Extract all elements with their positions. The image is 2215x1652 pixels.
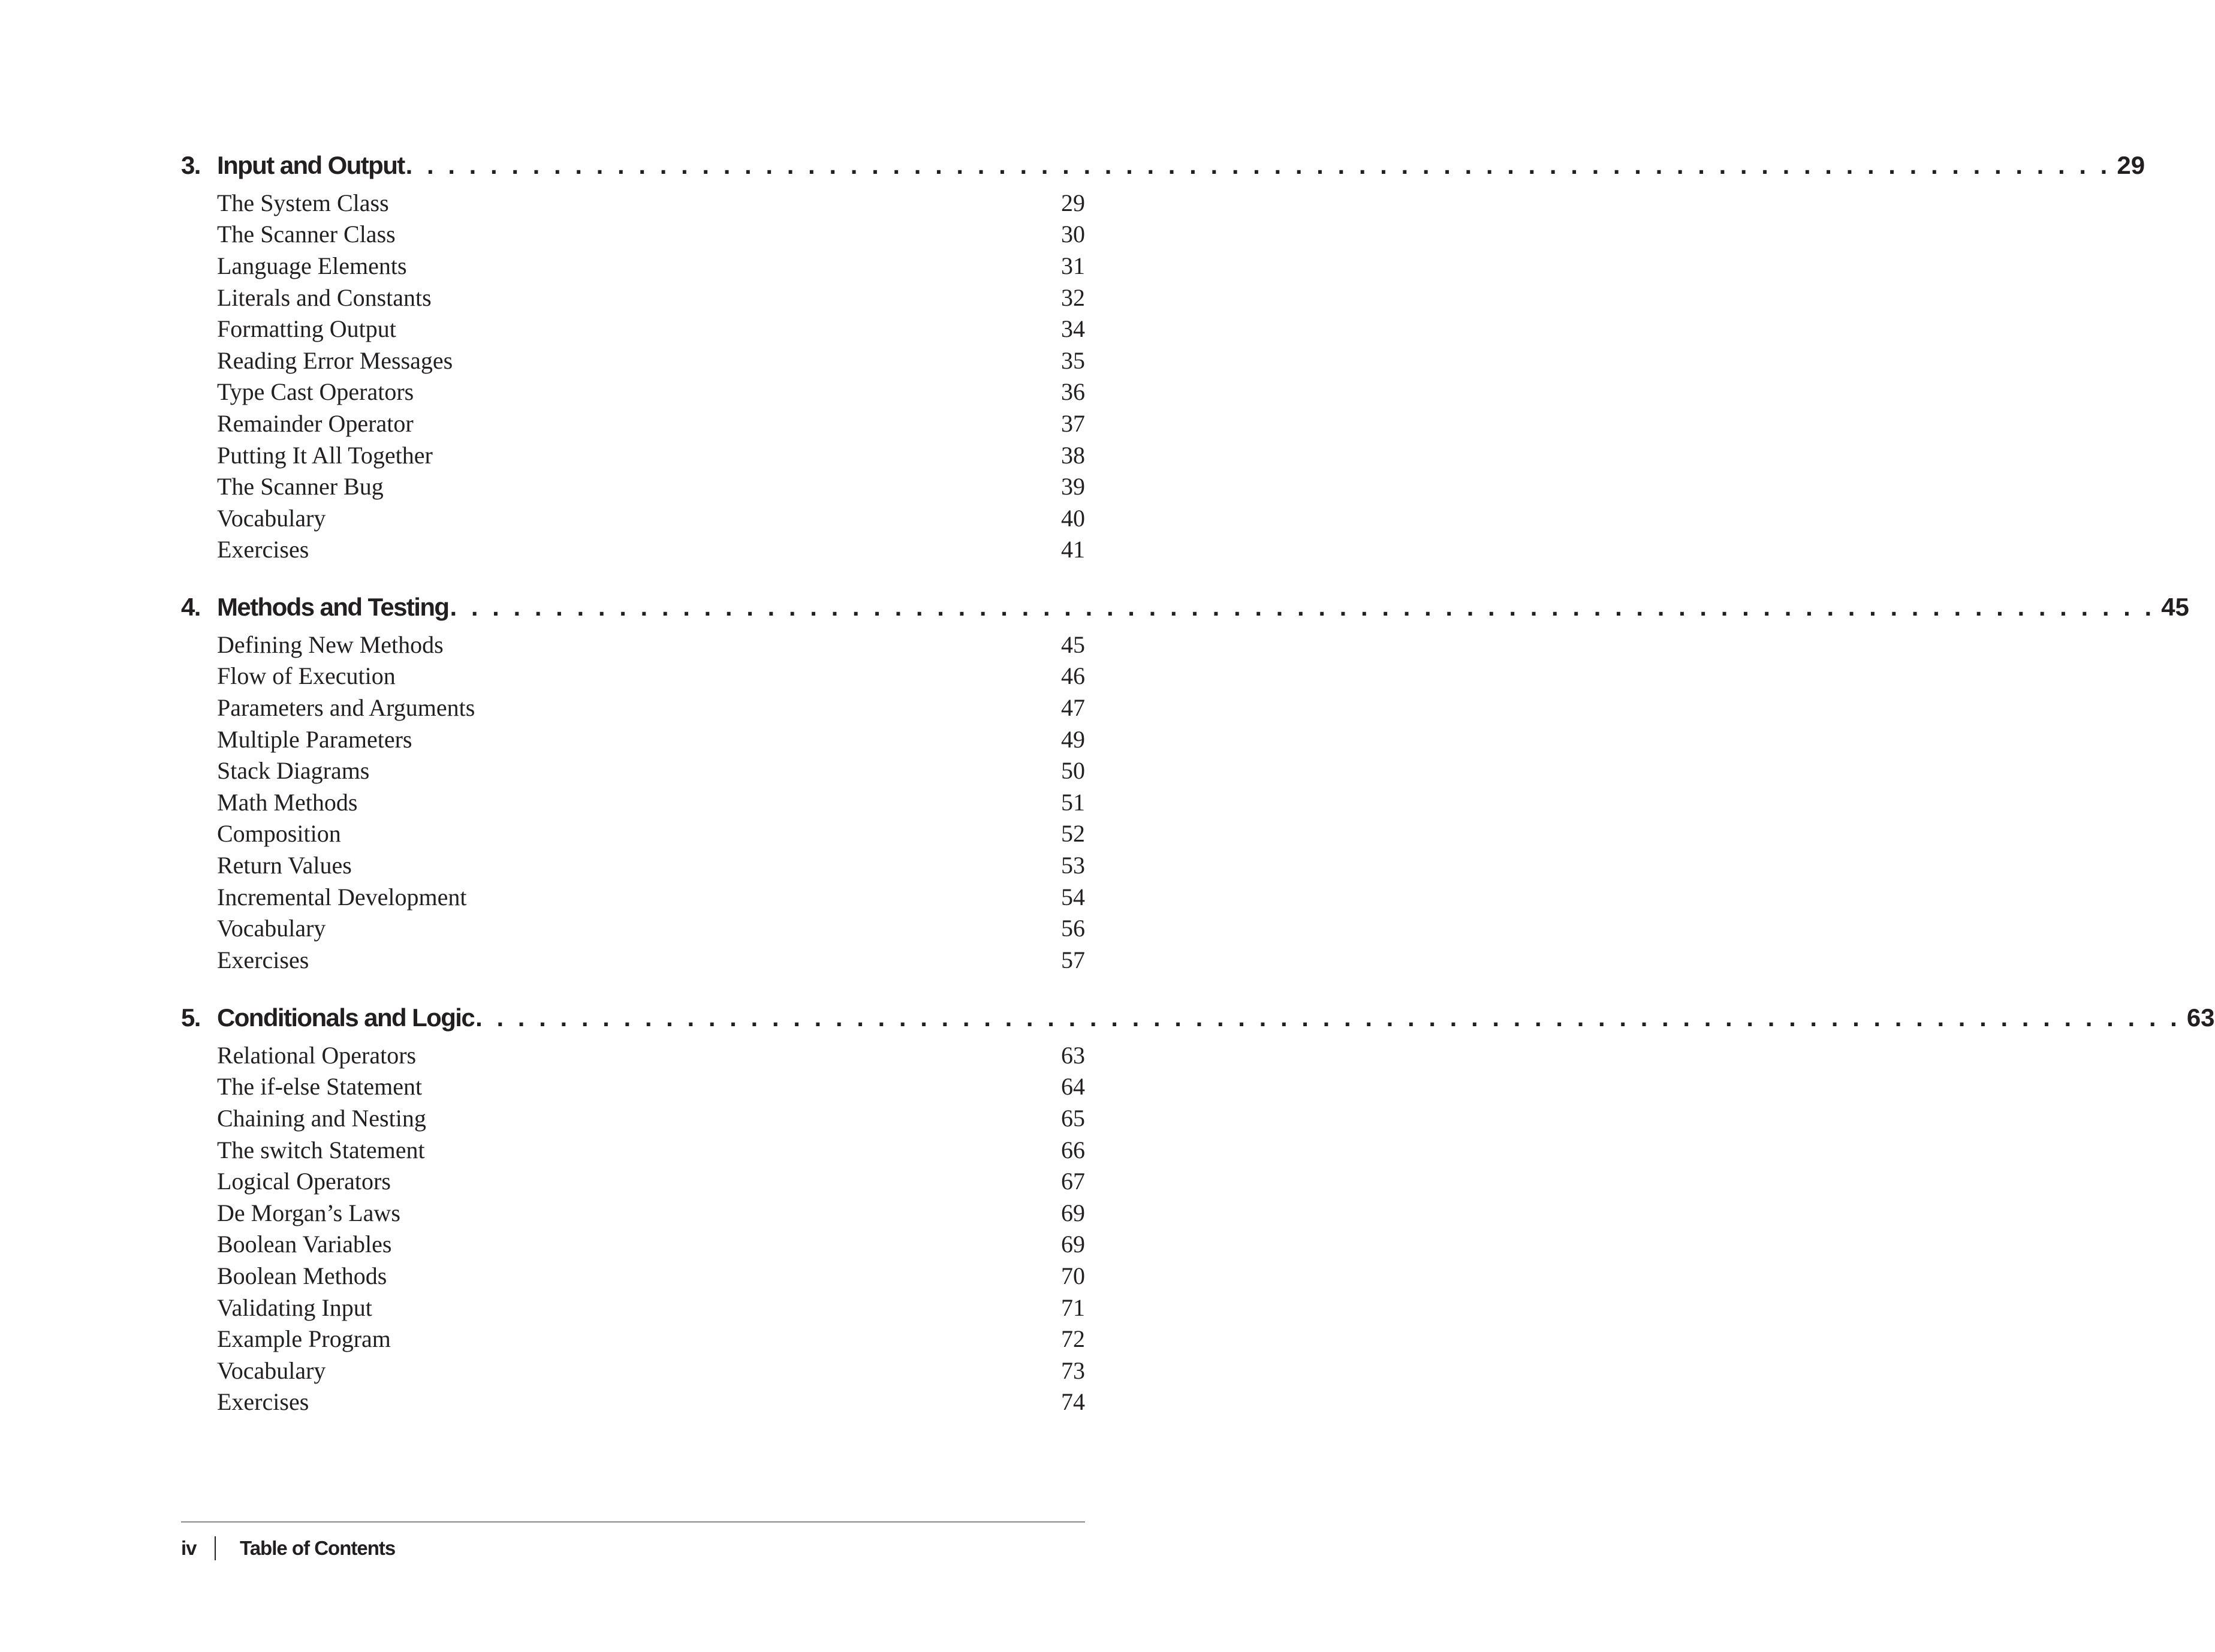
toc-entry[interactable]	[181, 282, 1085, 313]
entry-title: The System Class	[217, 189, 389, 216]
chapter-heading[interactable]	[181, 593, 2189, 629]
entry-title: Chaining and Nesting	[217, 1104, 426, 1132]
toc-entry[interactable]	[181, 187, 1085, 219]
entry-page-number: 50	[1061, 757, 1085, 785]
entry-title: The Scanner Class	[217, 221, 396, 248]
entry-page-number: 56	[1061, 915, 1085, 942]
entry-title: Defining New Methods	[217, 631, 444, 658]
toc-entry[interactable]	[181, 313, 1085, 345]
entry-title: Vocabulary	[217, 915, 326, 942]
entry-page-number: 74	[1061, 1388, 1085, 1416]
entry-page-number: 57	[1061, 946, 1085, 973]
entry-page-number: 34	[1061, 315, 1085, 343]
entry-page-number: 52	[1061, 820, 1085, 848]
footer-section-title: Table of Contents	[240, 1537, 396, 1559]
entry-page-number: 46	[1061, 662, 1085, 690]
entry-page-number: 66	[1061, 1136, 1085, 1163]
entry-page-number: 53	[1061, 851, 1085, 879]
toc-entry[interactable]	[181, 1165, 1085, 1197]
toc-entry[interactable]	[181, 1071, 1085, 1103]
toc-entry[interactable]	[181, 1134, 1085, 1166]
section-list	[181, 187, 1085, 565]
entry-title: Reading Error Messages	[217, 346, 453, 374]
toc-entry[interactable]	[181, 1323, 1085, 1355]
entry-title: Putting It All Together	[217, 441, 433, 469]
toc-entry[interactable]	[181, 376, 1085, 408]
entry-title: Multiple Parameters	[217, 725, 412, 753]
entry-title: Vocabulary	[217, 1356, 326, 1384]
toc-entry[interactable]	[181, 723, 1085, 755]
toc-entry[interactable]	[181, 534, 1085, 566]
entry-title: Formatting Output	[217, 315, 396, 343]
entry-title: Composition	[217, 820, 341, 848]
entry-page-number: 63	[1061, 1041, 1085, 1069]
entry-page-number: 67	[1061, 1168, 1085, 1195]
chapter-heading[interactable]	[181, 1003, 2215, 1039]
entry-title: Language Elements	[217, 252, 407, 279]
toc-entry[interactable]	[181, 439, 1085, 471]
page-footer	[181, 1533, 395, 1563]
entry-page-number: 49	[1061, 725, 1085, 753]
entry-page-number: 72	[1061, 1325, 1085, 1353]
chapter-number: 5.	[181, 1003, 200, 1032]
toc-entry[interactable]	[181, 818, 1085, 850]
toc-chapter-4	[181, 593, 2189, 976]
entry-page-number: 30	[1061, 221, 1085, 248]
toc-entry[interactable]	[181, 849, 1085, 881]
entry-page-number: 47	[1061, 694, 1085, 721]
toc-entry[interactable]	[181, 250, 1085, 282]
entry-title: Exercises	[217, 946, 309, 973]
entry-page-number: 65	[1061, 1104, 1085, 1132]
toc-entry[interactable]	[181, 502, 1085, 534]
chapter-page-number: 63	[2186, 1003, 2215, 1032]
toc-entry[interactable]	[181, 471, 1085, 502]
entry-page-number: 51	[1061, 788, 1085, 816]
entry-page-number: 36	[1061, 378, 1085, 406]
entry-title: Return Values	[217, 851, 352, 879]
entry-page-number: 69	[1061, 1231, 1085, 1258]
entry-page-number: 45	[1061, 631, 1085, 658]
entry-title: Remainder Operator	[217, 409, 414, 437]
entry-page-number: 38	[1061, 441, 1085, 469]
entry-page-number: 37	[1061, 409, 1085, 437]
entry-page-number: 31	[1061, 252, 1085, 279]
toc-entry[interactable]	[181, 1039, 1085, 1071]
entry-page-number: 32	[1061, 284, 1085, 311]
toc-entry[interactable]	[181, 1355, 1085, 1386]
chapter-title: Input and Output	[217, 151, 405, 179]
toc-entry[interactable]	[181, 1260, 1085, 1292]
entry-page-number: 35	[1061, 346, 1085, 374]
dot-leader: . . . . . . . . . . . . . . . . . . . . . . . . . . . . . . . . . . . . . . . . . . . . . . . . . . . . . . . . . . . . . . . . . . . . . . . . . . . . . . . . .	[405, 151, 2111, 179]
entry-page-number: 69	[1061, 1199, 1085, 1226]
entry-title: Boolean Methods	[217, 1262, 387, 1289]
entry-page-number: 64	[1061, 1073, 1085, 1101]
toc-entry[interactable]	[181, 629, 1085, 661]
entry-page-number: 70	[1061, 1262, 1085, 1289]
toc-chapter-3	[181, 151, 2145, 565]
toc-entry[interactable]	[181, 944, 1085, 976]
entry-title: Exercises	[217, 536, 309, 563]
entry-page-number: 39	[1061, 473, 1085, 501]
footer-page-number: iv	[181, 1537, 197, 1559]
toc-entry[interactable]	[181, 1229, 1085, 1261]
toc-entry[interactable]	[181, 692, 1085, 723]
entry-title: Type Cast Operators	[217, 378, 414, 406]
section-list	[181, 1039, 1085, 1418]
chapter-page-number: 45	[2161, 593, 2189, 621]
toc-entry[interactable]	[181, 755, 1085, 786]
entry-page-number: 41	[1061, 536, 1085, 563]
dot-leader: . . . . . . . . . . . . . . . . . . . . . . . . . . . . . . . . . . . . . . . . . . . . . . . . . . . . . . . . . . . . . . . . . . . . . . . . . . . . . . . . .	[475, 1003, 2181, 1032]
entry-title: The if-else Statement	[217, 1073, 423, 1101]
entry-title: Incremental Development	[217, 883, 467, 911]
chapter-title: Conditionals and Logic	[217, 1003, 475, 1032]
toc-entry[interactable]	[181, 881, 1085, 913]
footer-separator	[215, 1536, 216, 1560]
dot-leader: . . . . . . . . . . . . . . . . . . . . . . . . . . . . . . . . . . . . . . . . . . . . . . . . . . . . . . . . . . . . . . . . . . . . . . . . . . . . . . . . .	[450, 593, 2156, 621]
entry-page-number: 54	[1061, 883, 1085, 911]
entry-title: De Morgan’s Laws	[217, 1199, 400, 1226]
entry-title: Stack Diagrams	[217, 757, 370, 785]
toc-entry[interactable]	[181, 1386, 1085, 1418]
toc-entry[interactable]	[181, 786, 1085, 818]
toc-entry[interactable]	[181, 1292, 1085, 1324]
toc-entry[interactable]	[181, 1102, 1085, 1134]
entry-title: Exercises	[217, 1388, 309, 1416]
entry-page-number: 29	[1061, 189, 1085, 216]
entry-title: Logical Operators	[217, 1168, 391, 1195]
entry-title: Boolean Variables	[217, 1231, 392, 1258]
toc-entry[interactable]	[181, 1197, 1085, 1229]
chapter-number: 4.	[181, 593, 200, 621]
section-list	[181, 629, 1085, 976]
chapter-heading[interactable]	[181, 151, 2145, 187]
entry-page-number: 73	[1061, 1356, 1085, 1384]
chapter-number: 3.	[181, 151, 200, 179]
toc-entry[interactable]	[181, 912, 1085, 944]
chapter-title: Methods and Testing	[217, 593, 449, 621]
entry-title: Validating Input	[217, 1294, 372, 1321]
entry-title: The Scanner Bug	[217, 473, 384, 501]
toc-entry[interactable]	[181, 661, 1085, 692]
toc-chapter-5	[181, 1003, 2215, 1418]
entry-title: Math Methods	[217, 788, 358, 816]
chapter-page-number: 29	[2117, 151, 2145, 179]
entry-title: Literals and Constants	[217, 284, 432, 311]
toc-entry[interactable]	[181, 345, 1085, 376]
entry-page-number: 71	[1061, 1294, 1085, 1321]
entry-title: Flow of Execution	[217, 662, 396, 690]
entry-title: The switch Statement	[217, 1136, 425, 1163]
footer-rule	[181, 1521, 1085, 1523]
entry-title: Vocabulary	[217, 504, 326, 532]
entry-title: Relational Operators	[217, 1041, 417, 1069]
entry-title: Parameters and Arguments	[217, 694, 475, 721]
entry-page-number: 40	[1061, 504, 1085, 532]
toc-entry[interactable]	[181, 219, 1085, 251]
toc-entry[interactable]	[181, 408, 1085, 439]
entry-title: Example Program	[217, 1325, 391, 1353]
